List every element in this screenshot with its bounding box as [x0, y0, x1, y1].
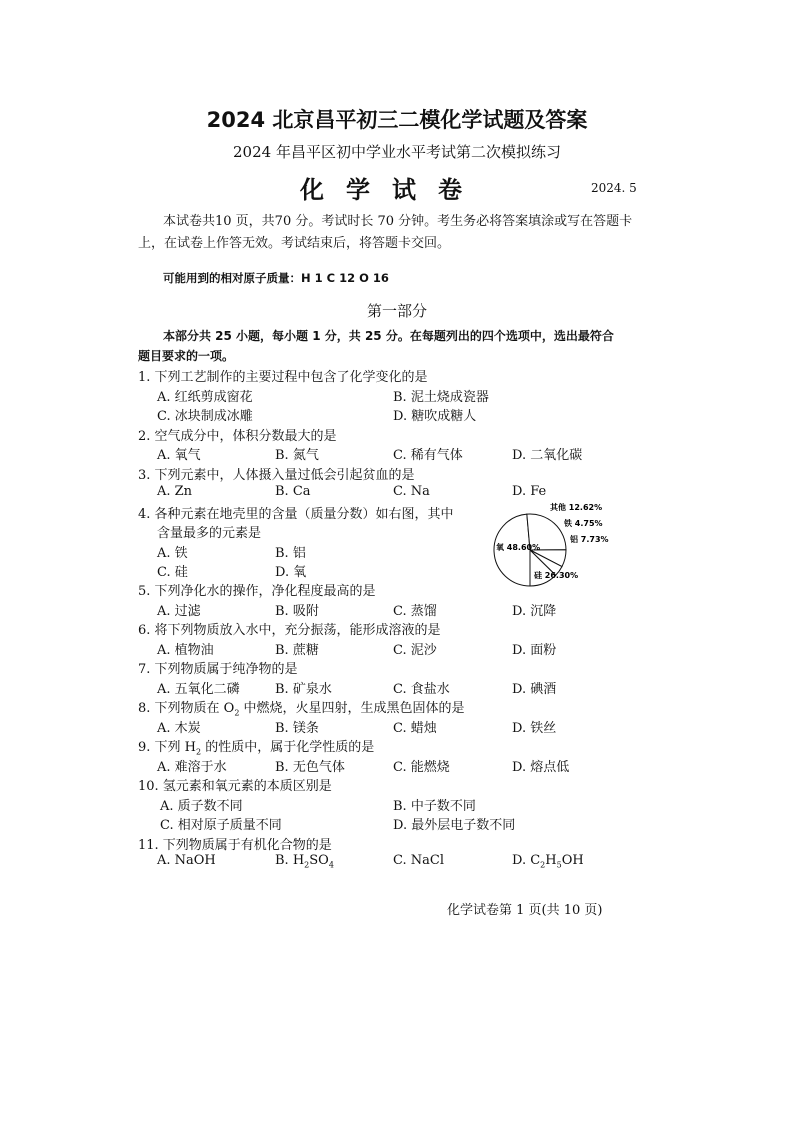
- q5-option-a: A. 过滤: [157, 604, 201, 619]
- q8-option-a: A. 木炭: [157, 721, 201, 736]
- question-11-stem: 11. 下列物质属于有机化合物的是: [138, 838, 332, 853]
- question-6-stem: 6. 将下列物质放入水中，充分振荡，能形成溶液的是: [138, 623, 441, 638]
- document-title: 2024 北京昌平初三二模化学试题及答案: [206, 108, 588, 132]
- question-8-stem: 8. 下列物质在 $O_2$ 中燃烧，火星四射，生成黑色固体的是: [138, 701, 465, 718]
- q11-option-a: A. NaOH: [157, 853, 216, 868]
- q10-option-a: A. 质子数不同: [160, 799, 243, 814]
- q4-option-c: C. 硅: [157, 565, 188, 580]
- q11-option-c: C. NaCl: [393, 853, 444, 868]
- q8-option-d: D. 铁丝: [512, 721, 557, 736]
- q5-option-b: B. 吸附: [275, 604, 319, 619]
- exam-subtitle: 2024 年昌平区初中学业水平考试第二次模拟练习: [233, 143, 561, 161]
- atomic-mass-note: 可能用到的相对原子质量：H 1 C 12 O 16: [163, 271, 389, 285]
- q1-option-b: B. 泥土烧成瓷器: [393, 390, 489, 405]
- pie-slice-label: 铁 4.75%: [564, 519, 603, 528]
- crust-elements-pie-chart: [480, 495, 620, 605]
- q8-option-c: C. 蜡烛: [393, 721, 437, 736]
- q9-option-b: B. 无色气体: [275, 760, 345, 775]
- q7-option-c: C. 食盐水: [393, 682, 450, 697]
- q7-option-d: D. 碘酒: [512, 682, 557, 697]
- q9-option-c: C. 能燃烧: [393, 760, 450, 775]
- q1-option-c: C. 冰块制成冰雕: [157, 409, 253, 424]
- q1-option-a: A. 红纸剪成窗花: [157, 390, 253, 405]
- q10-option-d: D. 最外层电子数不同: [393, 818, 516, 833]
- q11-option-d: D. $C_2H_5OH$: [512, 853, 584, 870]
- q11-option-b: B. $H_2SO_4$: [275, 853, 334, 870]
- q8-option-b: B. 镁条: [275, 721, 319, 736]
- question-2-stem: 2. 空气成分中，体积分数最大的是: [138, 429, 337, 444]
- section-title: 第一部分: [366, 302, 427, 320]
- instructions-line-2: 上，在试卷上作答无效。考试结束后，将答题卡交回。: [138, 236, 451, 251]
- question-3-stem: 3. 下列元素中，人体摄入量过低会引起贫血的是: [138, 468, 415, 483]
- q9-option-a: A. 难溶于水: [157, 760, 227, 775]
- q10-option-b: B. 中子数不同: [393, 799, 476, 814]
- q3-option-c: C. Na: [393, 484, 430, 499]
- q6-option-c: C. 泥沙: [393, 643, 437, 658]
- pie-slice-label: 其他 12.62%: [550, 503, 603, 512]
- question-5-stem: 5. 下列净化水的操作，净化程度最高的是: [138, 584, 376, 599]
- q2-option-a: A. 氧气: [157, 448, 201, 463]
- pie-slice-label: 硅 26.30%: [534, 571, 579, 580]
- q6-option-d: D. 面粉: [512, 643, 557, 658]
- q2-option-c: C. 稀有气体: [393, 448, 463, 463]
- q4-option-b: B. 铝: [275, 546, 306, 561]
- section-intro-2: 题目要求的一项。: [138, 349, 235, 363]
- question-9-stem: 9. 下列 $H_2$ 的性质中，属于化学性质的是: [138, 740, 375, 757]
- exam-date: 2024. 5: [591, 181, 637, 195]
- pie-chart-svg: [480, 495, 620, 605]
- q6-option-a: A. 植物油: [157, 643, 214, 658]
- q7-option-b: B. 矿泉水: [275, 682, 332, 697]
- q3-option-b: B. Ca: [275, 484, 311, 499]
- q9-option-d: D. 熔点低: [512, 760, 570, 775]
- question-10-stem: 10. 氢元素和氧元素的本质区别是: [138, 779, 332, 794]
- section-intro-1: 本部分共 25 小题，每小题 1 分，共 25 分。在每题列出的四个选项中，选出最符合: [163, 329, 614, 343]
- q5-option-d: D. 沉降: [512, 604, 557, 619]
- pie-slice-label: 铝 7.73%: [570, 535, 609, 544]
- q6-option-b: B. 蔗糖: [275, 643, 319, 658]
- q5-option-c: C. 蒸馏: [393, 604, 437, 619]
- page-footer: 化学试卷第 1 页(共 10 页): [447, 903, 603, 918]
- q4-option-d: D. 氧: [275, 565, 307, 580]
- q3-option-a: A. Zn: [157, 484, 193, 499]
- question-4-stem: 4. 各种元素在地壳里的含量（质量分数）如右图，其中: [138, 507, 454, 522]
- q10-option-c: C. 相对原子质量不同: [160, 818, 282, 833]
- q2-option-d: D. 二氧化碳: [512, 448, 583, 463]
- question-4-stem-continued: 含量最多的元素是: [157, 526, 262, 541]
- instructions-line-1: 本试卷共10 页，共70 分。考试时长 70 分钟。考生务必将答案填涂或写在答题卡: [163, 214, 633, 229]
- q1-option-d: D. 糖吹成糖人: [393, 409, 477, 424]
- question-1-stem: 1. 下列工艺制作的主要过程中包含了化学变化的是: [138, 370, 428, 385]
- question-7-stem: 7. 下列物质属于纯净物的是: [138, 662, 298, 677]
- q4-option-a: A. 铁: [157, 546, 188, 561]
- exam-title: 化学试卷: [300, 175, 484, 204]
- q3-option-d: D. Fe: [512, 484, 547, 499]
- q7-option-a: A. 五氧化二磷: [157, 682, 240, 697]
- q2-option-b: B. 氮气: [275, 448, 319, 463]
- pie-slice-label: 氧 48.60%: [496, 543, 541, 552]
